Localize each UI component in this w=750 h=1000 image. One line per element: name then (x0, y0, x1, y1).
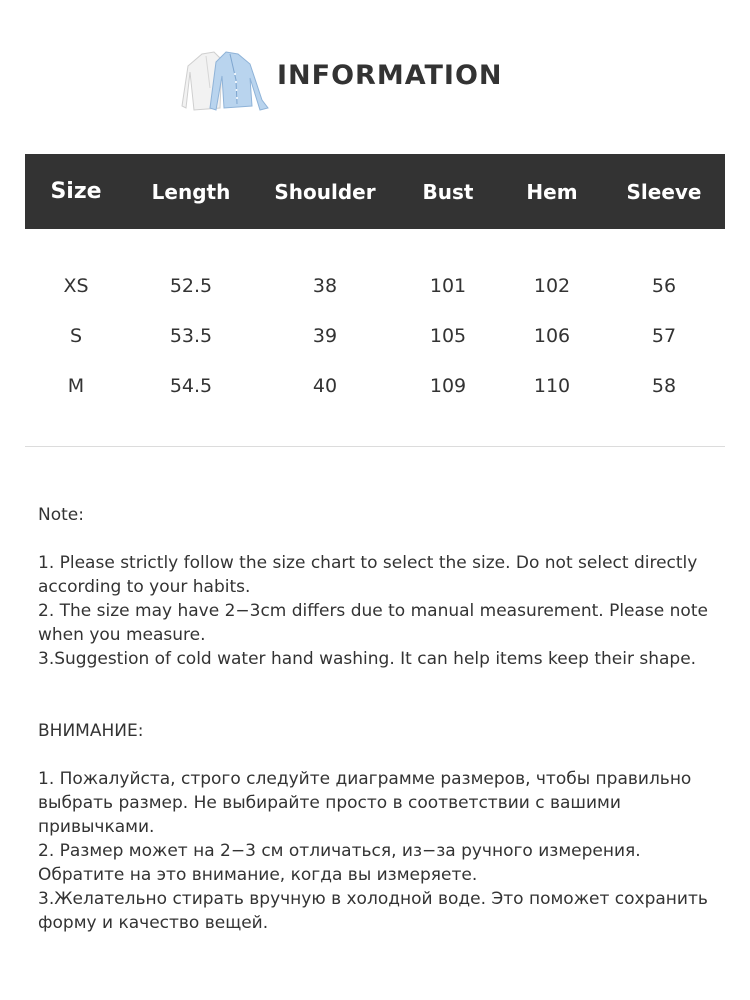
column-header-length: Length (151, 179, 231, 204)
table-row (25, 261, 725, 311)
notes-en-item: 2. The size may have 2−3cm differs due to manual measurement. Please note when you measure. (38, 601, 708, 645)
table-cell: 38 (312, 275, 338, 297)
header (180, 48, 503, 118)
notes-ru-item: 1. Пожалуйста, строго следуйте диаграмме размеров, чтобы правильно выбрать размер. Не выбирайте просто в соответствии с вашими привычками. (38, 769, 692, 837)
notes-ru-item: 2. Размер может на 2−3 см отличаться, из−за ручного измерения. Обратите на это внимание, когда вы измеряете. (38, 841, 641, 885)
table-cell: 57 (651, 325, 677, 347)
notes-en-item: 1. Please strictly follow the size chart to select the size. Do not select directly according to your habits. (38, 553, 698, 597)
column-header-shoulder: Shoulder (274, 179, 376, 204)
table-body (25, 229, 725, 411)
notes-en-heading: Note: (38, 505, 84, 525)
table-cell: 39 (312, 325, 338, 347)
table-cell: 102 (533, 275, 571, 297)
cardigan-pair-image (180, 48, 276, 118)
page-title: INFORMATION (277, 60, 503, 91)
column-header-sleeve: Sleeve (626, 179, 702, 204)
notes-ru-heading: ВНИМАНИЕ: (38, 721, 144, 741)
column-header-hem: Hem (526, 179, 578, 204)
table-cell: XS (63, 275, 89, 297)
table-row (25, 361, 725, 411)
table-cell: 109 (429, 375, 467, 397)
table-cell: M (67, 375, 85, 397)
table-cell: 101 (429, 275, 467, 297)
column-header-size: Size (50, 179, 102, 204)
table-cell: 110 (533, 375, 571, 397)
notes-en-item: 3.Suggestion of cold water hand washing. It can help items keep their shape. (38, 649, 697, 669)
table-cell: 53.5 (169, 325, 213, 347)
notes-ru-item: 3.Желательно стирать вручную в холодной воде. Это поможет сохранить форму и качество вещей. (38, 889, 708, 933)
table-header (25, 154, 725, 229)
table-row (25, 311, 725, 361)
table-cell: 105 (429, 325, 467, 347)
size-table (25, 154, 725, 411)
table-cell: 106 (533, 325, 571, 347)
table-cell: S (69, 325, 83, 347)
table-cell: 40 (312, 375, 338, 397)
section-divider (25, 446, 725, 447)
table-cell: 58 (651, 375, 677, 397)
table-cell: 54.5 (169, 375, 213, 397)
table-cell: 52.5 (169, 275, 213, 297)
column-header-bust: Bust (422, 179, 474, 204)
table-cell: 56 (651, 275, 677, 297)
notes-section (38, 503, 718, 935)
